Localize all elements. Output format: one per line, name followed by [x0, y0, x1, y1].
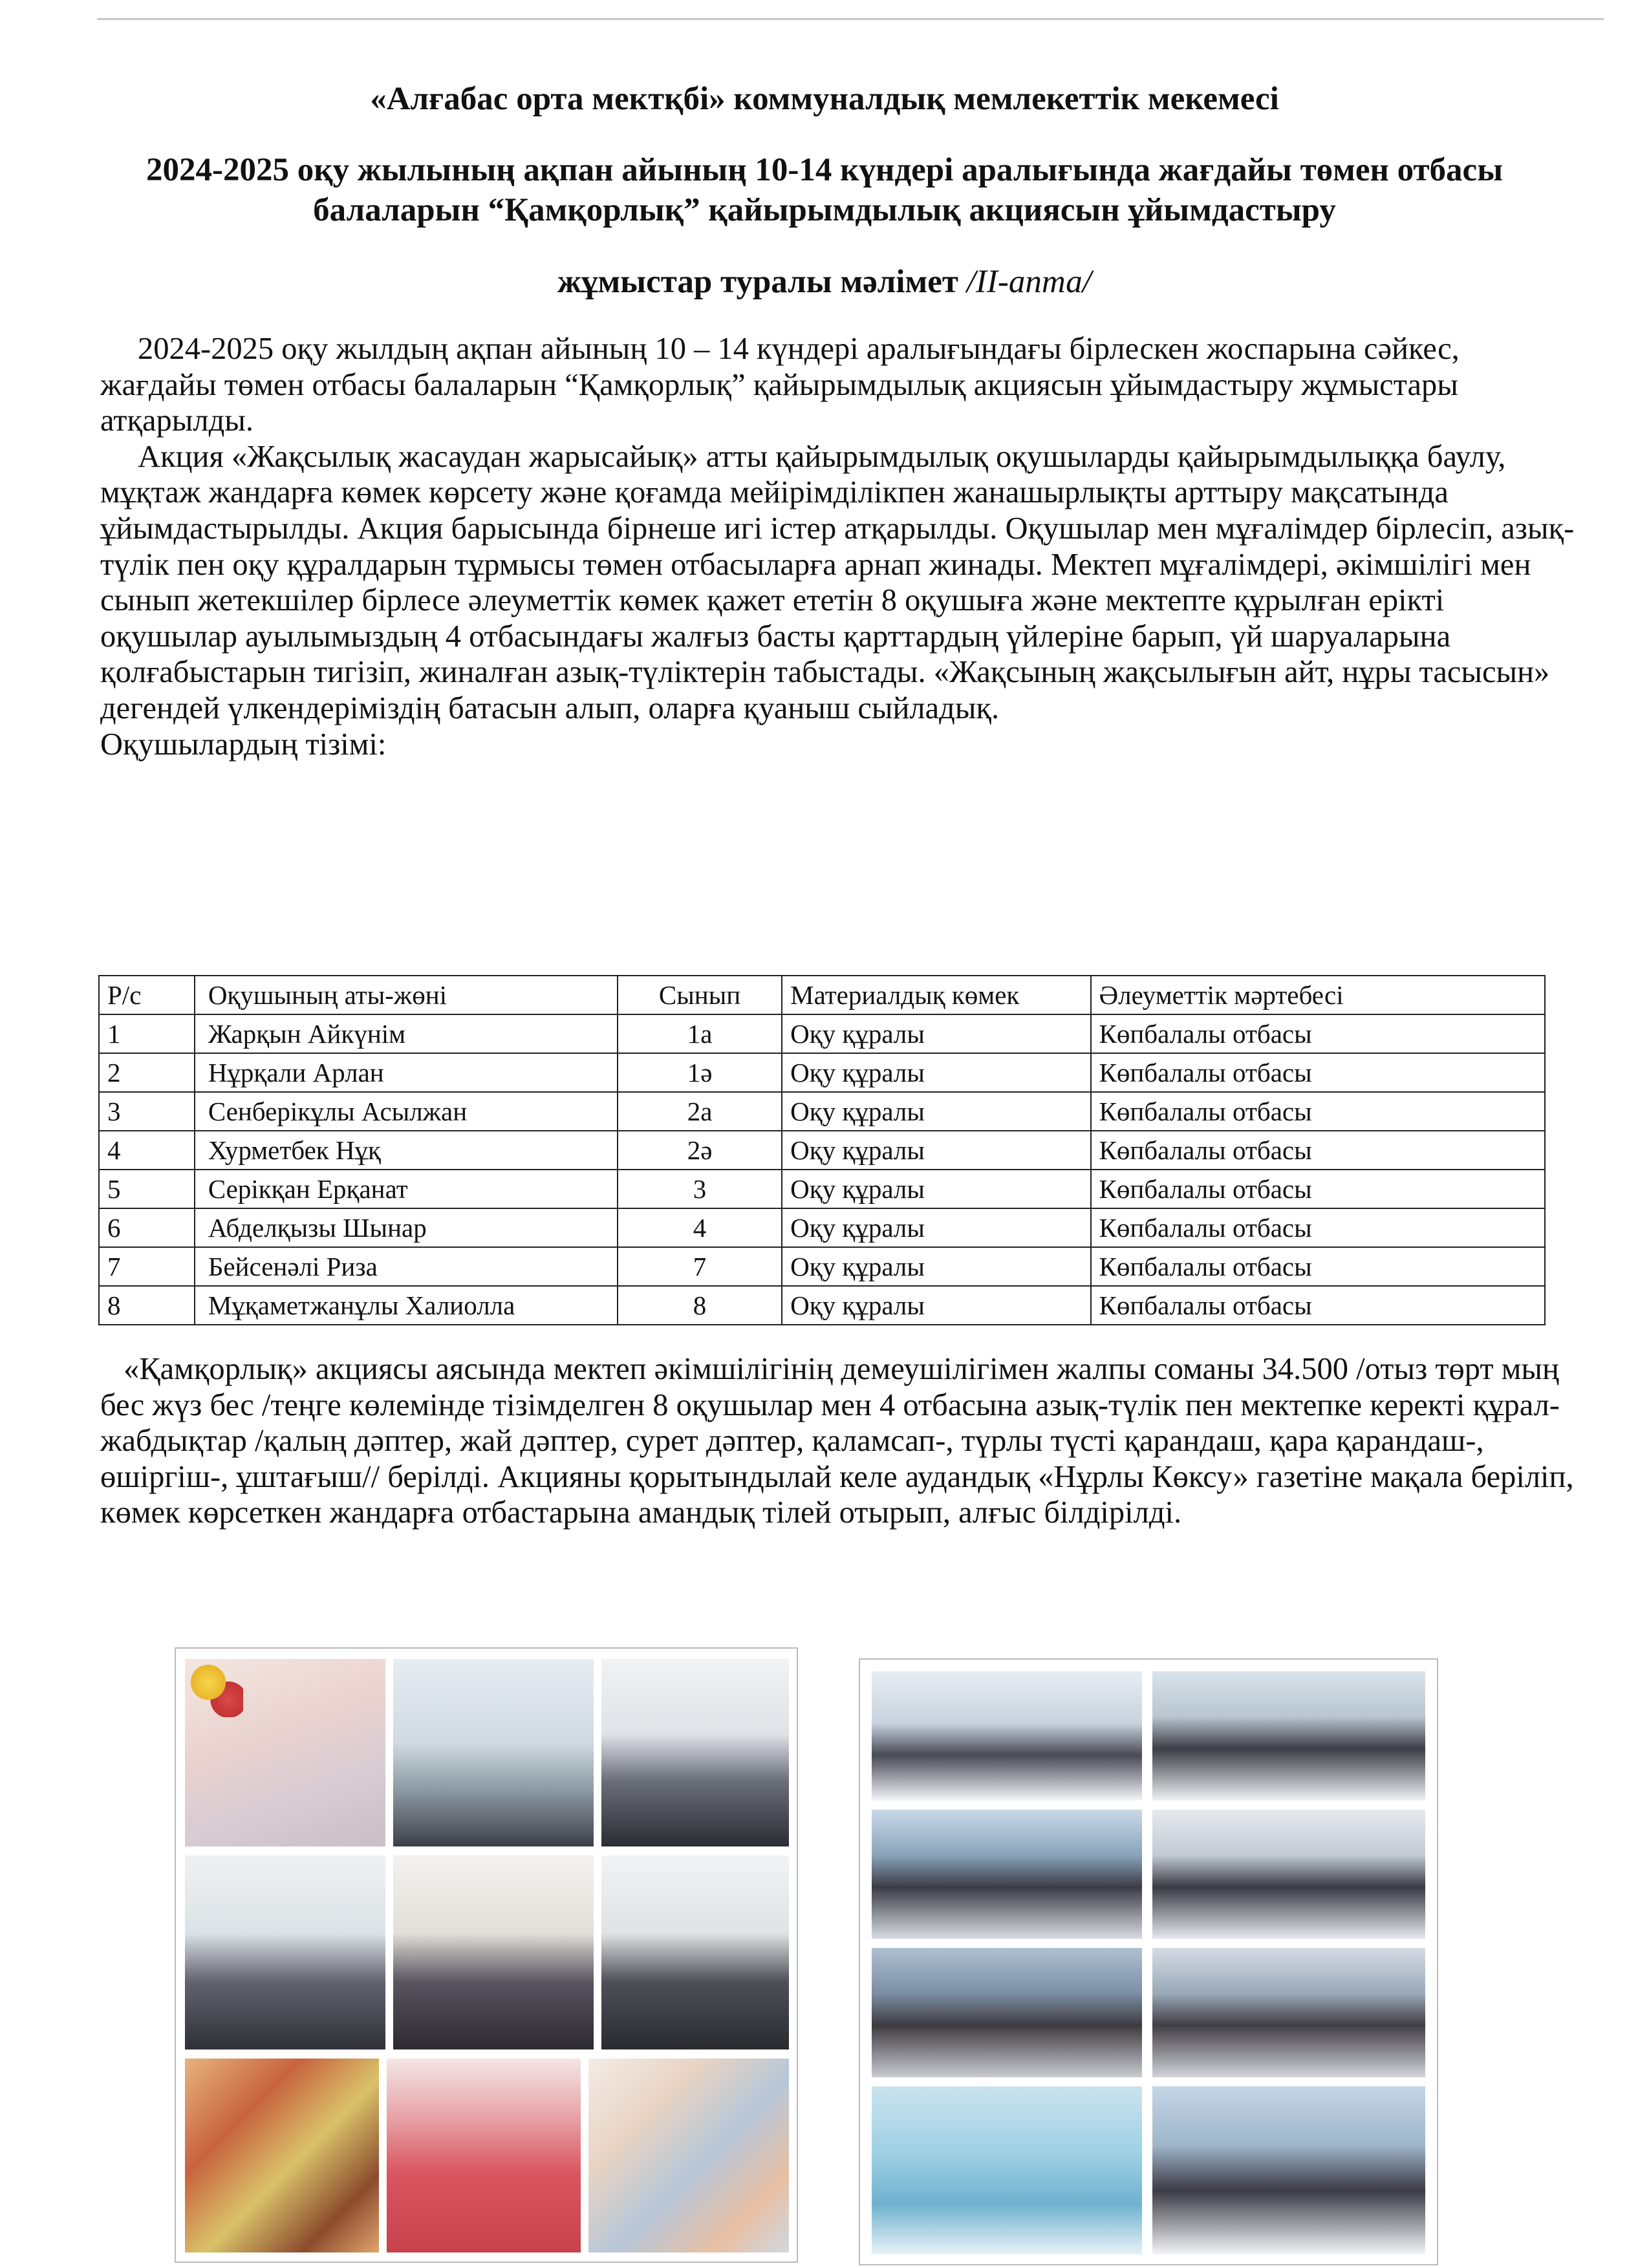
school-name-heading: «Алғабас орта мектқбі» коммуналдық мемлекеттік мекемесі — [370, 81, 1279, 117]
class-cell: 1а — [618, 1014, 782, 1053]
table-row — [99, 1131, 1545, 1170]
social-status-cell: Көпбалалы отбасы — [1091, 1053, 1546, 1092]
student-name-cell: Хурметбек Нұқ — [195, 1131, 618, 1170]
row-number-cell: 4 — [99, 1131, 195, 1170]
closing-section — [100, 1351, 1575, 1531]
social-status-cell: Көпбалалы отбасы — [1091, 1170, 1546, 1208]
material-aid-cell: Оқу құралы — [782, 1208, 1090, 1247]
material-aid-cell: Оқу құралы — [782, 1170, 1090, 1208]
col-status-header: Әлеуметтік мәртебесі — [1091, 976, 1546, 1014]
photo-group-outdoor — [1152, 2086, 1425, 2254]
student-list-caption: Оқушылардың тізімі: — [100, 727, 387, 762]
photo-food-supplies — [185, 2059, 379, 2252]
report-title: 2024-2025 оқу жылының ақпан айының 10-14 күндері аралығында жағдайы төмен отбасы балаларын “Қамқорлық” қайырымдылық акциясын ұйымдастыру — [146, 152, 1503, 228]
table-header-row — [99, 976, 1545, 1014]
photo-notebooks — [588, 2059, 789, 2252]
photo-gift-packages — [872, 2086, 1142, 2254]
student-name-cell: Мұқаметжанұлы Халиолла — [195, 1286, 618, 1325]
class-cell: 7 — [618, 1247, 782, 1286]
material-aid-cell: Оқу құралы — [782, 1053, 1090, 1092]
table-row — [99, 1208, 1545, 1247]
table-row — [99, 1014, 1545, 1053]
material-aid-cell: Оқу құралы — [782, 1092, 1090, 1131]
class-cell: 4 — [618, 1208, 782, 1247]
material-aid-cell: Оқу құралы — [782, 1131, 1090, 1170]
photo-visit-house-2 — [1152, 1810, 1425, 1939]
social-status-cell: Көпбалалы отбасы — [1091, 1247, 1546, 1286]
social-status-cell: Көпбалалы отбасы — [1091, 1014, 1546, 1053]
photo-students-gifts — [601, 1659, 789, 1846]
social-status-cell: Көпбалалы отбасы — [1091, 1131, 1546, 1170]
report-subtitle-main: жұмыстар туралы мәлімет — [557, 264, 958, 300]
col-aid-header: Материалдық көмек — [782, 976, 1090, 1014]
photo-collage-left — [175, 1647, 798, 2263]
social-status-cell: Көпбалалы отбасы — [1091, 1208, 1546, 1247]
photo-gift-bags — [387, 2059, 581, 2252]
closing-paragraph: «Қамқорлық» акциясы аясында мектеп әкімшілігінің демеушілігімен жалпы соманы 34.500 /отыз төрт мың бес жүз бес /теңге көлемінде тізімделген 8 оқушылар мен 4 отбасына азық-түлік пен мектепке керекті құрал-жабдықтар /қалың дәптер, жай дәптер, сурет дәптер, қаламсап-, түрлы түсті қарандаш, қара қарандаш-, өшіргіш-, ұштағыш// берілді. Акцияны қорытындылай келе аудандық «Нұрлы Көксу» газетіне мақала беріліп, көмек көрсеткен жандарға отбастарына амандық тілей отырып, алғыс білдірілді. — [100, 1352, 1574, 1530]
social-status-cell: Көпбалалы отбасы — [1091, 1286, 1546, 1325]
photo-visit-elder-1 — [872, 1948, 1142, 2077]
class-cell: 3 — [618, 1170, 782, 1208]
photo-group-2 — [393, 1856, 594, 2049]
table-row — [99, 1247, 1545, 1286]
photo-office-teachers — [393, 1659, 594, 1846]
row-number-cell: 2 — [99, 1053, 195, 1092]
table-row — [99, 1053, 1545, 1092]
row-number-cell: 6 — [99, 1208, 195, 1247]
col-number-header: Р/с — [99, 976, 195, 1014]
photo-collage-right — [859, 1658, 1438, 2265]
student-name-cell: Сенберікұлы Асылжан — [195, 1092, 618, 1131]
action-paragraph: Акция «Жақсылық жасаудан жарысайық» атты қайырымдылық оқушыларды қайырымдылыққа баулу, мұқтаж жандарға көмек көрсету және қоғамда мейірімділікпен жанашырлықты арттыру мақсатында ұйымдастырылды. Акция барысында бірнеше игі істер атқарылды. Оқушылар мен мұғалімдер бірлесіп, азық-түлік пен оқу құралдарын тұрмысы төмен отбасыларға арнап жинады. Мектеп мұғалімдері, әкімшілігі мен сынып жетекшілер бірлесе әлеуметтік көмек қажет ететін 8 оқушыға және мектепте құрылған ерікті оқушылар ауылымыздың 4 отбасындағы жалғыз басты қарттардың үйлеріне барып, үй шаруаларына қолғабыстарын тигізіп, жиналған азық-түліктерін табыстады. «Жақсының жақсылығын айт, нұры тасысын» дегендей үлкендеріміздің батасын алып, оларға қуаныш сыйладық. — [100, 439, 1575, 725]
photo-group-3 — [601, 1856, 789, 2049]
material-aid-cell: Оқу құралы — [782, 1014, 1090, 1053]
class-cell: 8 — [618, 1286, 782, 1325]
social-status-cell: Көпбалалы отбасы — [1091, 1092, 1546, 1131]
row-number-cell: 1 — [99, 1014, 195, 1053]
scan-edge-line — [97, 18, 1604, 20]
table-row — [99, 1286, 1545, 1325]
photo-group-1 — [185, 1856, 385, 2049]
row-number-cell: 8 — [99, 1286, 195, 1325]
col-class-header: Сынып — [618, 976, 782, 1014]
col-name-header: Оқушының аты-жөні — [195, 976, 618, 1014]
photo-visit-winter-2 — [1152, 1671, 1425, 1801]
material-aid-cell: Оқу құралы — [782, 1247, 1090, 1286]
photo-visit-house-1 — [872, 1810, 1142, 1939]
student-name-cell: Бейсенәлі Риза — [195, 1247, 618, 1286]
intro-paragraph: 2024-2025 оқу жылдың ақпан айының 10 – 14 күндері аралығындағы бірлескен жоспарына сәйкес, жағдайы төмен отбасы балаларын “Қамқорлық” қайырымдылық акциясын ұйымдастыру жұмыстары атқарылды. — [100, 332, 1460, 438]
table-body — [99, 1014, 1545, 1325]
student-name-cell: Абделқызы Шынар — [195, 1208, 618, 1247]
student-name-cell: Серікқан Ерқанат — [195, 1170, 618, 1208]
material-aid-cell: Оқу құралы — [782, 1286, 1090, 1325]
class-cell: 2ә — [618, 1131, 782, 1170]
week-label: /ІІ-апта/ — [966, 264, 1092, 300]
class-cell: 1ә — [618, 1053, 782, 1092]
row-number-cell: 3 — [99, 1092, 195, 1131]
class-cell: 2а — [618, 1092, 782, 1131]
table-row — [99, 1092, 1545, 1131]
photo-visit-elder-2 — [1152, 1948, 1425, 2077]
row-number-cell: 7 — [99, 1247, 195, 1286]
student-name-cell: Жарқын Айкүнім — [195, 1014, 618, 1053]
report-body — [100, 331, 1575, 762]
student-list-table — [98, 975, 1546, 1325]
student-name-cell: Нұрқали Арлан — [195, 1053, 618, 1092]
row-number-cell: 5 — [99, 1170, 195, 1208]
photo-poster-balloons — [185, 1659, 243, 1717]
photo-visit-winter-1 — [872, 1671, 1142, 1801]
report-subtitle — [0, 262, 1649, 302]
table-row — [99, 1170, 1545, 1208]
